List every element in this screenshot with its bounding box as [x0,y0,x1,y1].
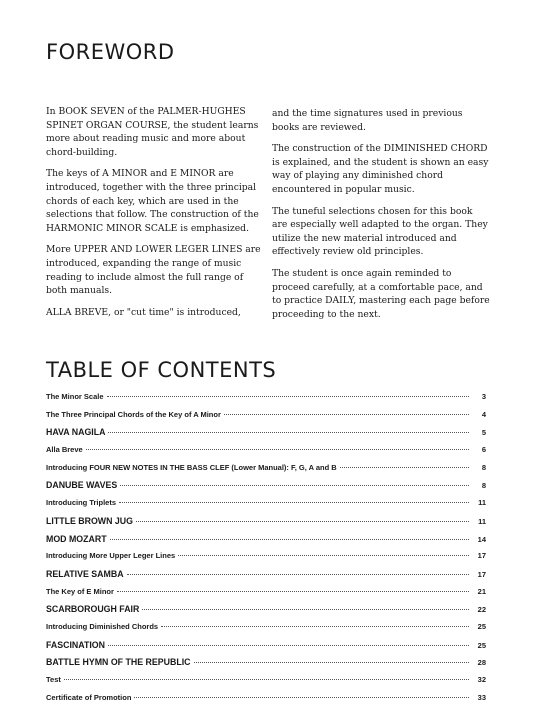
toc-entry [46,445,486,463]
foreword-paragraph: The tuneful selections chosen for this book are especially well adapted to the organ. They utilize the new material introduced and effectively review old principles. [272,205,488,258]
toc-entry-title: Test [46,675,61,684]
foreword-paragraph: The keys of A MINOR and E MINOR are introduced, together with the three principal chords of each key, which are used in the selections that follow. The construction of the HARMONIC MINOR SCALE is emphasized. [46,168,259,234]
foreword-paragraph: ALLA BREVE, or "cut time" is introduced, [46,306,241,318]
toc-entry-page: 8 [481,481,486,491]
dot-leader [161,626,469,627]
toc-entry-title: The Minor Scale [46,392,104,401]
toc-entry-page: 33 [477,692,486,702]
toc-entry-title: FASCINATION [46,639,105,650]
toc-entry-page: 21 [477,586,486,596]
toc-entry-title: SCARBOROUGH FAIR [46,604,140,615]
toc-entry-page: 5 [481,428,486,438]
toc-entry-page: 8 [481,462,486,472]
foreword-paragraph: More UPPER AND LOWER LEGER LINES are introduced, expanding the range of music reading to include almost the full range of both manuals. [46,244,261,297]
foreword-paragraph: The student is once again reminded to proceed carefully, at a comfortable pace, and to practice DAILY, mastering each page before proceeding to the next. [272,267,490,320]
dot-leader [178,555,469,556]
dot-leader [127,574,469,575]
toc-entry [46,622,486,640]
toc-heading: TABLE OF CONTENTS [46,358,277,382]
toc-entry-title: RELATIVE SAMBA [46,568,124,579]
toc-entry-title: HAVA NAGILA [46,427,106,438]
foreword-heading: FOREWORD [46,40,175,64]
toc-entry-title: Certificate of Promotion [46,692,132,702]
toc-entry-page: 25 [477,621,486,631]
foreword-paragraph: and the time signatures used in previous books are reviewed. [272,108,463,133]
toc-entry [46,480,486,498]
dot-leader [194,662,470,663]
foreword-paragraph: The construction of the DIMINISHED CHORD is explained, and the student is shown an easy way of playing any diminished chord encountered in popular music. [272,143,489,195]
dot-leader [64,679,469,680]
toc-entry-page: 3 [481,392,486,401]
toc-entry-page: 32 [477,675,486,684]
toc-entry [46,640,486,658]
dot-leader [107,396,469,397]
toc-entry [46,657,486,675]
dot-leader [224,414,469,415]
toc-entry [46,498,486,516]
toc-entry [46,551,486,569]
toc-entry-page: 14 [477,534,486,544]
toc-entry [46,675,486,693]
dot-leader [134,697,469,698]
foreword-left-column [46,105,264,327]
toc-entry-title: The Key of E Minor [46,586,114,596]
toc-entry-page: 17 [477,569,486,579]
foreword-right-column [272,107,490,329]
toc-entry-page: 22 [477,605,486,615]
dot-leader [110,539,469,540]
toc-entry-title: Alla Breve [46,445,83,455]
dot-leader [108,432,469,433]
dot-leader [108,645,469,646]
toc-entry [46,516,486,534]
toc-entry-title: Introducing FOUR NEW NOTES IN THE BASS CLEF (Lower Manual): F, G, A and B [46,462,337,472]
toc-entry [46,587,486,605]
dot-leader [120,485,469,486]
toc-entry-title: BATTLE HYMN OF THE REPUBLIC [46,657,191,668]
toc-entry-title: Introducing Diminished Chords [46,621,159,631]
dot-leader [142,609,469,610]
toc-list [46,392,486,710]
dot-leader [136,521,469,522]
foreword-paragraph: In BOOK SEVEN of the PALMER-HUGHES SPINET ORGAN COURSE, the student learns more about reading music and more about chord-building. [46,106,259,158]
toc-entry-page: 6 [481,445,486,455]
toc-entry-page: 17 [477,551,486,561]
toc-entry [46,569,486,587]
toc-entry [46,427,486,445]
toc-entry-page: 28 [477,658,486,668]
toc-entry [46,534,486,552]
toc-entry-title: MOD MOZART [46,533,107,544]
toc-entry [46,693,486,711]
toc-entry-title: Introducing Triplets [46,498,117,508]
toc-entry-page: 11 [478,516,486,526]
toc-entry-title: DANUBE WAVES [46,480,118,491]
toc-entry [46,604,486,622]
toc-entry-page: 25 [477,640,486,650]
toc-entry [46,463,486,481]
toc-entry-title: LITTLE BROWN JUG [46,515,133,526]
toc-entry-page: 11 [478,498,486,508]
dot-leader [340,467,469,468]
toc-entry-page: 4 [481,409,486,419]
toc-entry-title: The Three Principal Chords of the Key of A Minor [46,409,221,419]
dot-leader [117,591,469,592]
toc-entry-title: Introducing More Upper Leger Lines [46,551,176,561]
dot-leader [86,449,469,450]
toc-entry [46,392,486,410]
dot-leader [119,502,469,503]
toc-entry [46,410,486,428]
